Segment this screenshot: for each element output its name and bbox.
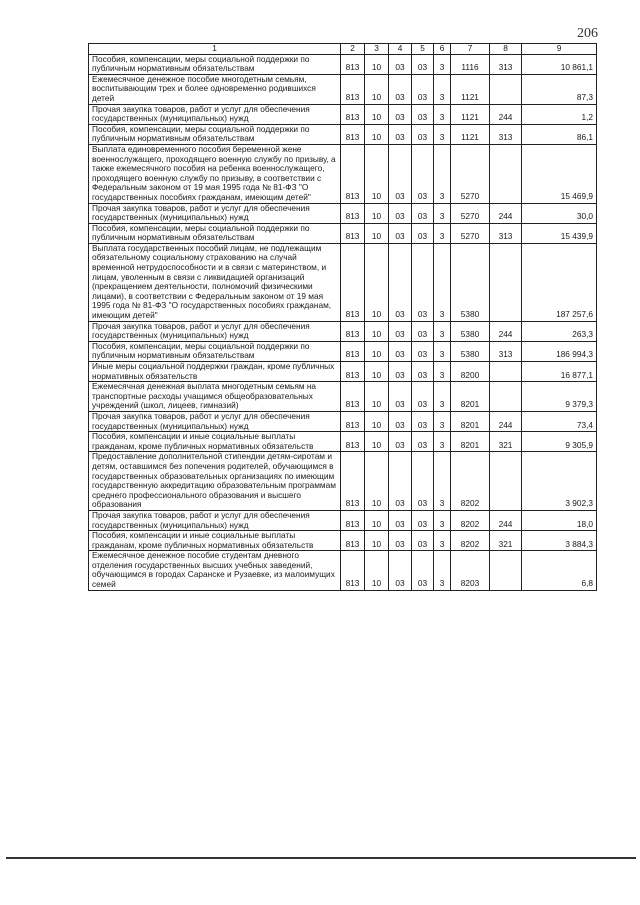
amount-cell: 87,3 <box>522 74 597 104</box>
amount-cell: 15 439,9 <box>522 223 597 243</box>
section-cell: 10 <box>365 432 389 452</box>
subprogram-cell: 3 <box>434 510 451 530</box>
activity-cell: 5380 <box>451 243 490 321</box>
subprogram-cell: 3 <box>434 124 451 144</box>
expense-type-cell: 244 <box>490 321 522 341</box>
amount-cell: 15 469,9 <box>522 144 597 203</box>
amount-cell: 6,8 <box>522 551 597 590</box>
subprogram-cell: 3 <box>434 382 451 412</box>
row-name-cell: Ежемесячная денежная выплата многодетным семьям на транспортные расходы учащимся общеобразовательных учреждений (школ, лицеев, гимназий) <box>89 382 341 412</box>
admin-code-cell: 813 <box>341 321 365 341</box>
amount-cell: 10 861,1 <box>522 54 597 74</box>
program-cell: 03 <box>412 432 434 452</box>
expense-type-cell <box>490 452 522 511</box>
section-cell: 10 <box>365 144 389 203</box>
row-name-cell: Пособия, компенсации и иные социальные выплаты гражданам, кроме публичных нормативных обязательств <box>89 432 341 452</box>
table-row <box>89 243 597 321</box>
row-name-cell: Пособия, компенсации, меры социальной поддержки по публичным нормативным обязательствам <box>89 54 341 74</box>
row-name-cell: Пособия, компенсации, меры социальной поддержки по публичным нормативным обязательствам <box>89 124 341 144</box>
section-cell: 10 <box>365 203 389 223</box>
subsection-cell: 03 <box>389 203 412 223</box>
subsection-cell: 03 <box>389 321 412 341</box>
program-cell: 03 <box>412 54 434 74</box>
subprogram-cell: 3 <box>434 452 451 511</box>
section-cell: 10 <box>365 74 389 104</box>
admin-code-cell: 813 <box>341 223 365 243</box>
activity-cell: 1121 <box>451 104 490 124</box>
subsection-cell: 03 <box>389 382 412 412</box>
row-name-cell: Выплата государственных пособий лицам, не подлежащим обязательному социальному страхованию на случай временной нетрудоспособности и в связи с материнством, и лицам, уволенным в связи с ликвидацией организаций (прекращением деятельности, полномочий физическими лицами), в соответствии с Федеральным законом от 19 мая 1995 года № 81-ФЗ "О государственных пособиях гражданам, имеющим детей" <box>89 243 341 321</box>
expense-type-cell <box>490 382 522 412</box>
subprogram-cell: 3 <box>434 321 451 341</box>
table-row <box>89 74 597 104</box>
program-cell: 03 <box>412 510 434 530</box>
section-cell: 10 <box>365 223 389 243</box>
expense-type-cell <box>490 243 522 321</box>
section-cell: 10 <box>365 382 389 412</box>
column-header: 7 <box>451 44 490 55</box>
program-cell: 03 <box>412 104 434 124</box>
section-cell: 10 <box>365 321 389 341</box>
amount-cell: 30,0 <box>522 203 597 223</box>
admin-code-cell: 813 <box>341 452 365 511</box>
table-row <box>89 124 597 144</box>
section-cell: 10 <box>365 104 389 124</box>
page-number: 206 <box>577 26 598 41</box>
subprogram-cell: 3 <box>434 341 451 361</box>
table-row <box>89 551 597 590</box>
activity-cell: 5380 <box>451 341 490 361</box>
subprogram-cell: 3 <box>434 104 451 124</box>
subprogram-cell: 3 <box>434 243 451 321</box>
section-cell: 10 <box>365 341 389 361</box>
amount-cell: 3 902,3 <box>522 452 597 511</box>
subsection-cell: 03 <box>389 432 412 452</box>
admin-code-cell: 813 <box>341 341 365 361</box>
activity-cell: 8200 <box>451 362 490 382</box>
row-name-cell: Прочая закупка товаров, работ и услуг для обеспечения государственных (муниципальных) нужд <box>89 321 341 341</box>
subsection-cell: 03 <box>389 223 412 243</box>
section-cell: 10 <box>365 243 389 321</box>
expense-type-cell: 313 <box>490 124 522 144</box>
activity-cell: 5270 <box>451 203 490 223</box>
table-row <box>89 144 597 203</box>
program-cell: 03 <box>412 243 434 321</box>
program-cell: 03 <box>412 124 434 144</box>
admin-code-cell: 813 <box>341 432 365 452</box>
subprogram-cell: 3 <box>434 411 451 431</box>
amount-cell: 16 877,1 <box>522 362 597 382</box>
table-row <box>89 203 597 223</box>
table-row <box>89 510 597 530</box>
subsection-cell: 03 <box>389 341 412 361</box>
amount-cell: 1,2 <box>522 104 597 124</box>
program-cell: 03 <box>412 223 434 243</box>
table-row <box>89 54 597 74</box>
subprogram-cell: 3 <box>434 432 451 452</box>
activity-cell: 1116 <box>451 54 490 74</box>
expense-type-cell: 244 <box>490 510 522 530</box>
row-name-cell: Выплата единовременного пособия беременной жене военнослужащего, проходящего военную службу по призыву, а также ежемесячного пособия на ребенка военнослужащего, проходящего военную службу по призыву, в соответствии с Федеральным законом от 19 мая 1995 года № 81-ФЗ "О государственных пособиях гражданам, имеющим детей" <box>89 144 341 203</box>
program-cell: 03 <box>412 411 434 431</box>
row-name-cell: Прочая закупка товаров, работ и услуг для обеспечения государственных (муниципальных) нужд <box>89 510 341 530</box>
program-cell: 03 <box>412 362 434 382</box>
expense-type-cell: 321 <box>490 531 522 551</box>
amount-cell: 9 379,3 <box>522 382 597 412</box>
column-header: 6 <box>434 44 451 55</box>
activity-cell: 8201 <box>451 411 490 431</box>
column-header: 5 <box>412 44 434 55</box>
expense-type-cell <box>490 362 522 382</box>
admin-code-cell: 813 <box>341 54 365 74</box>
activity-cell: 1121 <box>451 74 490 104</box>
subprogram-cell: 3 <box>434 74 451 104</box>
expense-type-cell: 244 <box>490 203 522 223</box>
program-cell: 03 <box>412 382 434 412</box>
activity-cell: 5270 <box>451 223 490 243</box>
subprogram-cell: 3 <box>434 362 451 382</box>
expense-type-cell <box>490 144 522 203</box>
expense-type-cell: 321 <box>490 432 522 452</box>
admin-code-cell: 813 <box>341 510 365 530</box>
subsection-cell: 03 <box>389 452 412 511</box>
table-row <box>89 432 597 452</box>
table-row <box>89 452 597 511</box>
page-bottom-rule <box>6 857 636 859</box>
subprogram-cell: 3 <box>434 531 451 551</box>
admin-code-cell: 813 <box>341 362 365 382</box>
expense-type-cell: 244 <box>490 411 522 431</box>
program-cell: 03 <box>412 144 434 203</box>
subprogram-cell: 3 <box>434 203 451 223</box>
admin-code-cell: 813 <box>341 124 365 144</box>
row-name-cell: Иные меры социальной поддержки граждан, кроме публичных нормативных обязательств <box>89 362 341 382</box>
activity-cell: 5380 <box>451 321 490 341</box>
subprogram-cell: 3 <box>434 144 451 203</box>
admin-code-cell: 813 <box>341 531 365 551</box>
column-header: 1 <box>89 44 341 55</box>
admin-code-cell: 813 <box>341 104 365 124</box>
amount-cell: 263,3 <box>522 321 597 341</box>
section-cell: 10 <box>365 531 389 551</box>
program-cell: 03 <box>412 341 434 361</box>
budget-table <box>88 43 597 591</box>
subsection-cell: 03 <box>389 124 412 144</box>
row-name-cell: Ежемесячное денежное пособие многодетным семьям, воспитывающим трех и более одновременно родившихся детей <box>89 74 341 104</box>
section-cell: 10 <box>365 551 389 590</box>
column-header: 8 <box>490 44 522 55</box>
table-row <box>89 531 597 551</box>
subprogram-cell: 3 <box>434 551 451 590</box>
table-row <box>89 104 597 124</box>
row-name-cell: Ежемесячное денежное пособие студентам дневного отделения государственных высших учебных заведений, обучающимся в городах Саранске и Рузаевке, из малоимущих семей <box>89 551 341 590</box>
activity-cell: 5270 <box>451 144 490 203</box>
expense-type-cell <box>490 74 522 104</box>
admin-code-cell: 813 <box>341 74 365 104</box>
table-row <box>89 341 597 361</box>
program-cell: 03 <box>412 452 434 511</box>
section-cell: 10 <box>365 411 389 431</box>
admin-code-cell: 813 <box>341 203 365 223</box>
row-name-cell: Пособия, компенсации, меры социальной поддержки по публичным нормативным обязательствам <box>89 341 341 361</box>
subsection-cell: 03 <box>389 362 412 382</box>
program-cell: 03 <box>412 531 434 551</box>
subsection-cell: 03 <box>389 531 412 551</box>
column-header: 3 <box>365 44 389 55</box>
section-cell: 10 <box>365 452 389 511</box>
subsection-cell: 03 <box>389 243 412 321</box>
subprogram-cell: 3 <box>434 54 451 74</box>
amount-cell: 18,0 <box>522 510 597 530</box>
subsection-cell: 03 <box>389 144 412 203</box>
admin-code-cell: 813 <box>341 144 365 203</box>
admin-code-cell: 813 <box>341 243 365 321</box>
subsection-cell: 03 <box>389 510 412 530</box>
admin-code-cell: 813 <box>341 551 365 590</box>
expense-type-cell: 244 <box>490 104 522 124</box>
activity-cell: 1121 <box>451 124 490 144</box>
column-header: 2 <box>341 44 365 55</box>
row-name-cell: Пособия, компенсации, меры социальной поддержки по публичным нормативным обязательствам <box>89 223 341 243</box>
admin-code-cell: 813 <box>341 411 365 431</box>
column-header: 9 <box>522 44 597 55</box>
amount-cell: 9 305,9 <box>522 432 597 452</box>
activity-cell: 8202 <box>451 510 490 530</box>
row-name-cell: Прочая закупка товаров, работ и услуг для обеспечения государственных (муниципальных) нужд <box>89 411 341 431</box>
expense-type-cell: 313 <box>490 341 522 361</box>
amount-cell: 187 257,6 <box>522 243 597 321</box>
subsection-cell: 03 <box>389 74 412 104</box>
row-name-cell: Прочая закупка товаров, работ и услуг для обеспечения государственных (муниципальных) нужд <box>89 203 341 223</box>
activity-cell: 8201 <box>451 432 490 452</box>
activity-cell: 8203 <box>451 551 490 590</box>
program-cell: 03 <box>412 74 434 104</box>
amount-cell: 186 994,3 <box>522 341 597 361</box>
subsection-cell: 03 <box>389 54 412 74</box>
activity-cell: 8201 <box>451 382 490 412</box>
subsection-cell: 03 <box>389 411 412 431</box>
section-cell: 10 <box>365 124 389 144</box>
program-cell: 03 <box>412 551 434 590</box>
subsection-cell: 03 <box>389 551 412 590</box>
row-name-cell: Пособия, компенсации и иные социальные выплаты гражданам, кроме публичных нормативных обязательств <box>89 531 341 551</box>
amount-cell: 3 884,3 <box>522 531 597 551</box>
table-row <box>89 321 597 341</box>
row-name-cell: Предоставление дополнительной стипендии детям-сиротам и детям, оставшимся без попечения родителей, обучающимся в государственных образовательных организациях по имеющим государственную аккредитацию образовательным программам среднего профессионального образования и высшего образования <box>89 452 341 511</box>
activity-cell: 8202 <box>451 531 490 551</box>
column-header: 4 <box>389 44 412 55</box>
activity-cell: 8202 <box>451 452 490 511</box>
amount-cell: 73,4 <box>522 411 597 431</box>
table-row <box>89 362 597 382</box>
section-cell: 10 <box>365 54 389 74</box>
table-header-row <box>89 44 597 55</box>
amount-cell: 86,1 <box>522 124 597 144</box>
row-name-cell: Прочая закупка товаров, работ и услуг для обеспечения государственных (муниципальных) нужд <box>89 104 341 124</box>
admin-code-cell: 813 <box>341 382 365 412</box>
subsection-cell: 03 <box>389 104 412 124</box>
program-cell: 03 <box>412 321 434 341</box>
program-cell: 03 <box>412 203 434 223</box>
expense-type-cell <box>490 551 522 590</box>
subprogram-cell: 3 <box>434 223 451 243</box>
table-row <box>89 382 597 412</box>
expense-type-cell: 313 <box>490 223 522 243</box>
expense-type-cell: 313 <box>490 54 522 74</box>
section-cell: 10 <box>365 362 389 382</box>
table-row <box>89 223 597 243</box>
section-cell: 10 <box>365 510 389 530</box>
table-row <box>89 411 597 431</box>
